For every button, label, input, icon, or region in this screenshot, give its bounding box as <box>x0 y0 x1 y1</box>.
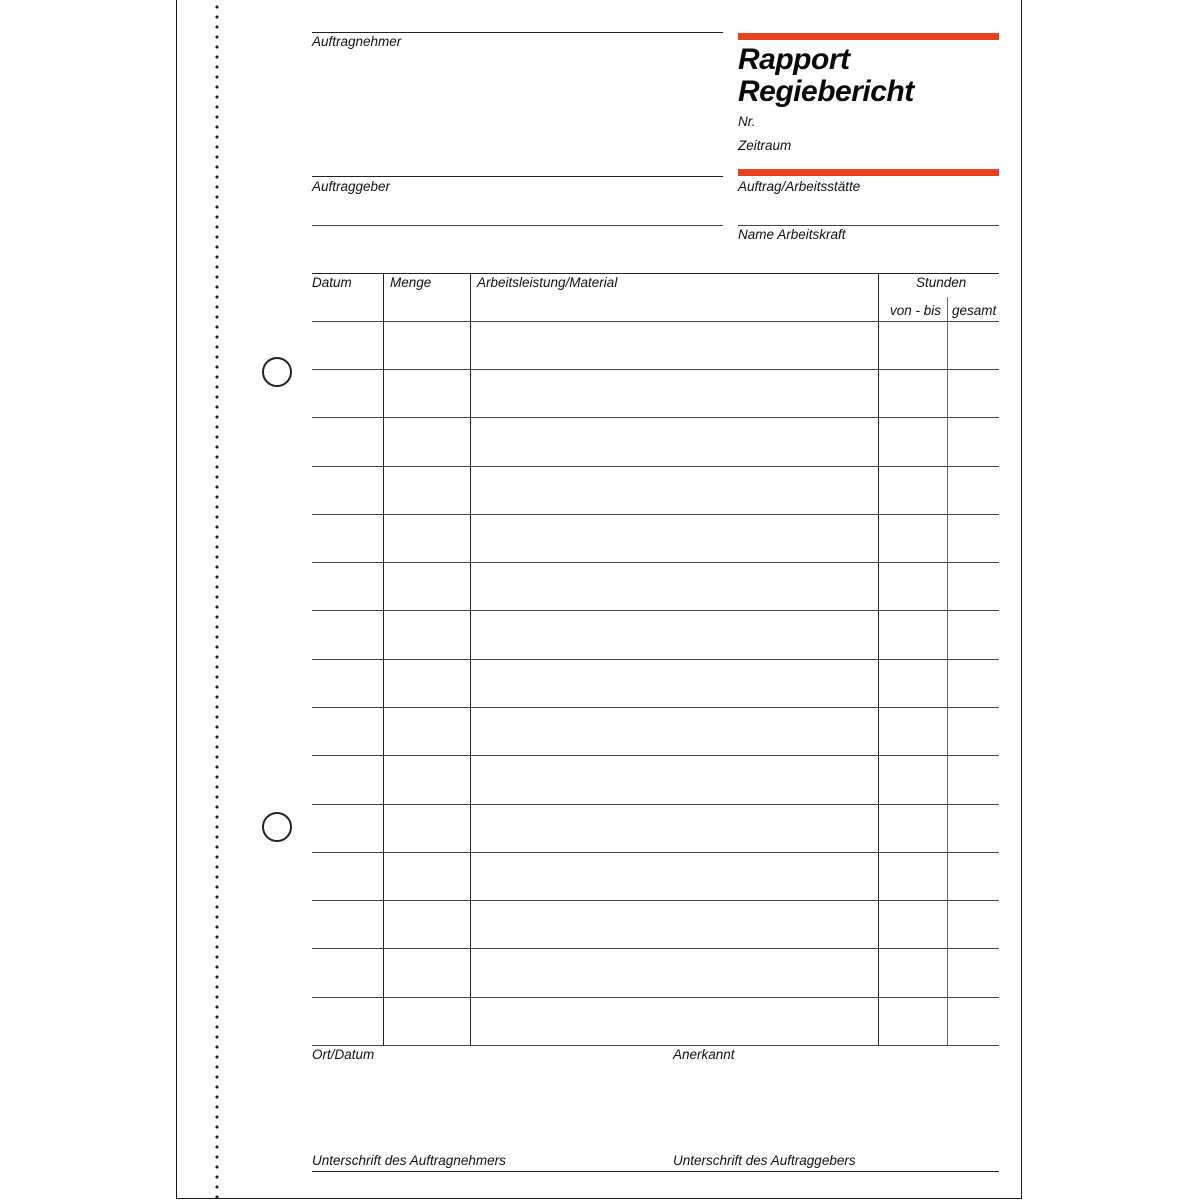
form-sheet <box>176 0 1022 1199</box>
approved-label: Anerkannt <box>673 1047 735 1062</box>
table-row-rule <box>312 755 999 756</box>
contractor-signature-label: Unterschrift des Auftragnehmers <box>312 1153 506 1168</box>
client-signature-label: Unterschrift des Auftraggebers <box>673 1153 856 1168</box>
table-row-rule <box>312 514 999 515</box>
signature-rule <box>312 1171 999 1172</box>
table-row-rule <box>312 997 999 998</box>
table-row-rule <box>312 804 999 805</box>
column-header-date: Datum <box>312 275 352 290</box>
number-label: Nr. <box>738 114 756 129</box>
table-row-rule <box>312 659 999 660</box>
period-label: Zeitraum <box>738 138 792 153</box>
column-header-total: gesamt <box>952 303 997 318</box>
table-bottom-rule <box>312 1045 999 1046</box>
form-title-rapport: Rapport <box>738 43 850 76</box>
contractor-top-rule <box>312 32 723 33</box>
perforation-line <box>215 2 219 1198</box>
column-header-quantity: Menge <box>390 275 432 290</box>
order-site-rule <box>738 225 999 226</box>
column-header-hours: Stunden <box>916 275 967 290</box>
table-row-rule <box>312 369 999 370</box>
form-title-regiebericht: Regiebericht <box>738 75 914 108</box>
place-date-label: Ort/Datum <box>312 1047 375 1062</box>
table-top-rule <box>312 273 999 274</box>
contractor-label: Auftragnehmer <box>312 34 402 49</box>
client-top-rule <box>312 176 723 177</box>
table-row-rule <box>312 852 999 853</box>
column-header-from-to: von - bis <box>890 303 942 318</box>
accent-bar-bottom <box>738 169 999 176</box>
table-row-rule <box>312 417 999 418</box>
client-field-rule <box>312 225 723 226</box>
column-header-work-material: Arbeitsleistung/Material <box>477 275 618 290</box>
column-divider-from-total <box>947 297 948 1046</box>
table-row-rule <box>312 562 999 563</box>
punch-hole-bottom <box>262 812 292 842</box>
punch-hole-top <box>262 357 292 387</box>
table-row-rule <box>312 466 999 467</box>
order-site-label: Auftrag/Arbeitsstätte <box>738 179 861 194</box>
table-row-rule <box>312 707 999 708</box>
table-row-rule <box>312 900 999 901</box>
table-row-rule <box>312 321 999 322</box>
worker-name-label: Name Arbeitskraft <box>738 227 846 242</box>
client-label: Auftraggeber <box>312 179 391 194</box>
table-row-rule <box>312 610 999 611</box>
table-row-rule <box>312 948 999 949</box>
accent-bar-top <box>738 33 999 40</box>
